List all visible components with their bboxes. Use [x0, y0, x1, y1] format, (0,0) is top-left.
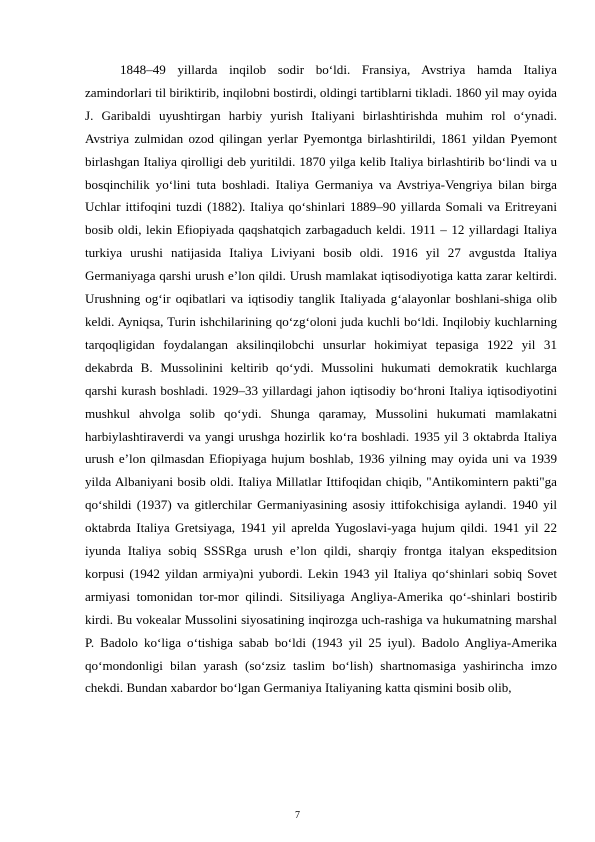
page-number: 7 [295, 810, 300, 821]
document-page [85, 59, 557, 700]
body-paragraph: 1848–49 yillarda inqilob sodir bo‘ldi. Fransiya, Avstriya hamda Italiya zamindorlari til biriktirib, inqilobni bostirdi, oldingi tartiblarni tikladi. 1860 yil may oyida J. Garibaldi uyushtirgan harbiy yurish Italiyani birlashtirishda muhim rol o‘ynadi. Avstriya zulmidan ozod qilingan yerlar Pyemontga birlashtirildi, 1861 yildan Pyemont birlashgan Italiya qirolligi deb yuritildi. 1870 yilga kelib Italiya birlashtirib bo‘lindi va u bosqinchilik yo‘lini tuta boshladi. Italiya Germaniya va Avstriya-Vengriya bilan birga Uchlar ittifoqini tuzdi (1882). Italiya qo‘shinlari 1889–90 yillarda Somali va Eritreyani bosib oldi, lekin Efiopiyada qaqshatqich zarbagaduch keldi. 1911 – 12 yillardagi Italiya turkiya urushi natijasida Italiya Liviyani bosib oldi. 1916 yil 27 avgustda Italiya Germaniyaga qarshi urush e’lon qildi. Urush mamlakat iqtisodiyotiga katta zarar keltirdi. Urushning og‘ir oqibatlari va iqtisodiy tanglik Italiyada g‘alayonlar boshlani-shiga olib keldi. Ayniqsa, Turin ishchilarining qo‘zg‘oloni juda kuchli bo‘ldi. Inqilobiy kuchlarning tarqoqligidan foydalangan aksilinqilobchi unsurlar hokimiyat tepasiga 1922 yil 31 dekabrda B. Mussolinini keltirib qo‘ydi. Mussolini hukumati demokratik kuchlarga qarshi kurash boshladi. 1929–33 yillardagi jahon iqtisodiy bo‘hroni Italiya iqtisodiyotini mushkul ahvolga solib qo‘ydi. Shunga qaramay, Mussolini hukumati mamlakatni harbiylashtiraverdi va yangi urushga hozirlik ko‘ra boshladi. 1935 yil 3 oktabrda Italiya urush e’lon qilmasdan Efiopiyaga hujum boshlab, 1936 yilning may oyida uni va 1939 yilda Albaniyani bosib oldi. Italiya Millatlar Ittifoqidan chiqib, "Antikomintern pakti"ga qo‘shildi (1937) va gitlerchilar Germaniyasining asosiy ittifokchisiga aylandi. 1940 yil oktabrda Italiya Gretsiyaga, 1941 yil aprelda Yugoslavi-yaga hujum qildi. 1941 yil 22 iyunda Italiya sobiq SSSRga urush e’lon qildi, sharqiy frontga italyan ekspeditsion korpusi (1942 yildan armiya)ni yubordi. Lekin 1943 yil Italiya qo‘shinlari sobiq Sovet armiyasi tomonidan tor-mor qilindi. Sitsiliyaga Angliya-Amerika qo‘-shinlari bostirib kirdi. Bu vokealar Mussolini siyosatining inqirozga uch-rashiga va hukumatning marshal P. Badolo ko‘liga o‘tishiga sabab bo‘ldi (1943 yil 25 iyul). Badolo Angliya-Amerika qo‘mondonligi bilan yarash (so‘zsiz taslim bo‘lish) shartnomasiga yashirincha imzo chekdi. Bundan xabardor bo‘lgan Germaniya Italiyaning katta qismini bosib olib, [85, 62, 557, 696]
